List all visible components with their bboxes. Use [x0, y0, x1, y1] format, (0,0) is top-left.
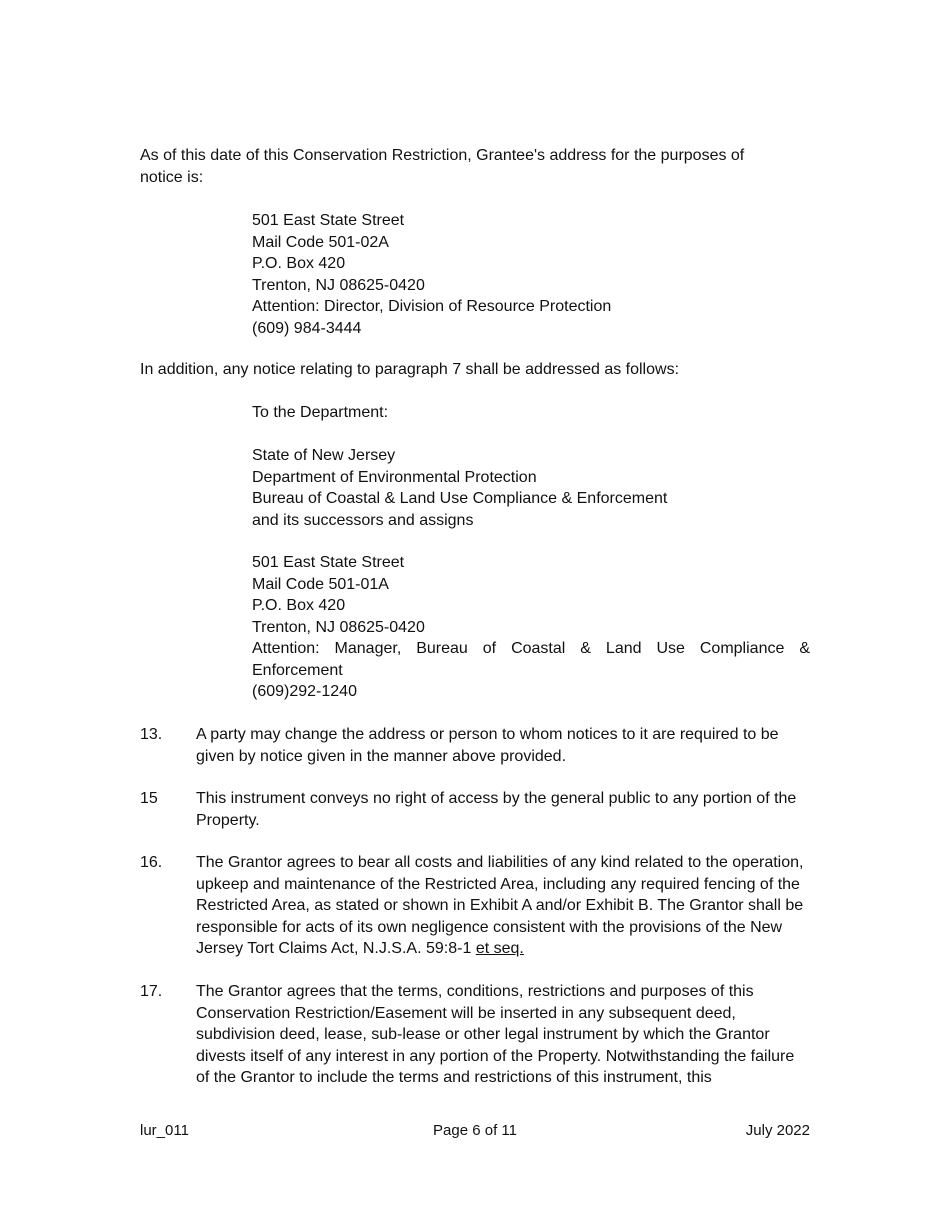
address-line: Attention: Director, Division of Resource Protection: [252, 298, 612, 315]
page-footer: [140, 1120, 810, 1142]
paragraph-text: A party may change the address or person to whom notices to it are required to be given by notice given in the manner above provided.: [196, 726, 779, 765]
address-line: (609) 984-3444: [252, 319, 362, 337]
address-line: 501 East State Street: [252, 212, 405, 229]
to-department-label: To the Department:: [252, 404, 389, 421]
paragraph-number: 13.: [140, 726, 163, 743]
paragraph-text: This instrument conveys no right of access by the general public to any portion of the Property.: [196, 790, 797, 829]
department-line: Bureau of Coastal & Land Use Compliance & Enforcement: [252, 490, 668, 507]
addition-paragraph: In addition, any notice relating to paragraph 7 shall be addressed as follows:: [140, 361, 680, 378]
address-line: Trenton, NJ 08625-0420: [252, 276, 425, 294]
address-line: 501 East State Street: [252, 554, 405, 571]
department-address-block: [252, 552, 810, 703]
intro-paragraph: [140, 145, 810, 188]
department-line: Department of Environmental Protection: [252, 468, 537, 486]
paragraph-main-text: The Grantor agrees to bear all costs and liabilities of any kind related to the operation, upkeep and maintenance of the Restricted Area, including any required fencing of the Restricted Area, as stated or shown in Exhibit A and/or Exhibit B. The Grantor shall be responsible for acts of its own negligence consistent with the provisions of the New Jersey Tort Claims Act, N.J.S.A. 59:8-1: [196, 854, 804, 957]
address-line: Mail Code 501-01A: [252, 575, 389, 593]
et-seq-text: et seq.: [475, 940, 524, 957]
department-line: and its successors and assigns: [252, 511, 474, 529]
footer-page-number: Page 6 of 11: [433, 1122, 517, 1139]
address-line: P.O. Box 420: [252, 597, 346, 614]
paragraph-text: The Grantor agrees that the terms, conditions, restrictions and purposes of this Conservation Restriction/Easement will be inserted in any subsequent deed, subdivision deed, lease, sub-lease or other legal instrument by which the Grantor divests itself of any interest in any portion of the Property. Notwithstanding the failure of the Grantor to include the terms and restrictions of this instrument, this: [196, 983, 795, 1086]
department-line: State of New Jersey: [252, 447, 396, 464]
address-line: Mail Code 501-02A: [252, 233, 389, 251]
paragraph-number: 16.: [140, 854, 163, 871]
phone-line: (609)292-1240: [252, 683, 357, 700]
footer-date: July 2022: [745, 1122, 810, 1139]
address-line: Trenton, NJ 08625-0420: [252, 618, 425, 636]
paragraph-number: 17.: [140, 983, 163, 1000]
footer-document-id: lur_011: [140, 1122, 189, 1139]
grantee-address-block: [252, 210, 810, 339]
paragraph-number: 15: [140, 790, 158, 807]
paragraph-text: [196, 852, 810, 960]
intro-line-2: notice is:: [140, 168, 204, 186]
attention-line: Attention: Manager, Bureau of Coastal & Land Use Compliance & Enforcement: [252, 640, 810, 679]
department-block: [252, 445, 810, 531]
address-line: P.O. Box 420: [252, 255, 346, 272]
intro-line-1: As of this date of this Conservation Restriction, Grantee's address for the purposes of: [140, 147, 745, 164]
